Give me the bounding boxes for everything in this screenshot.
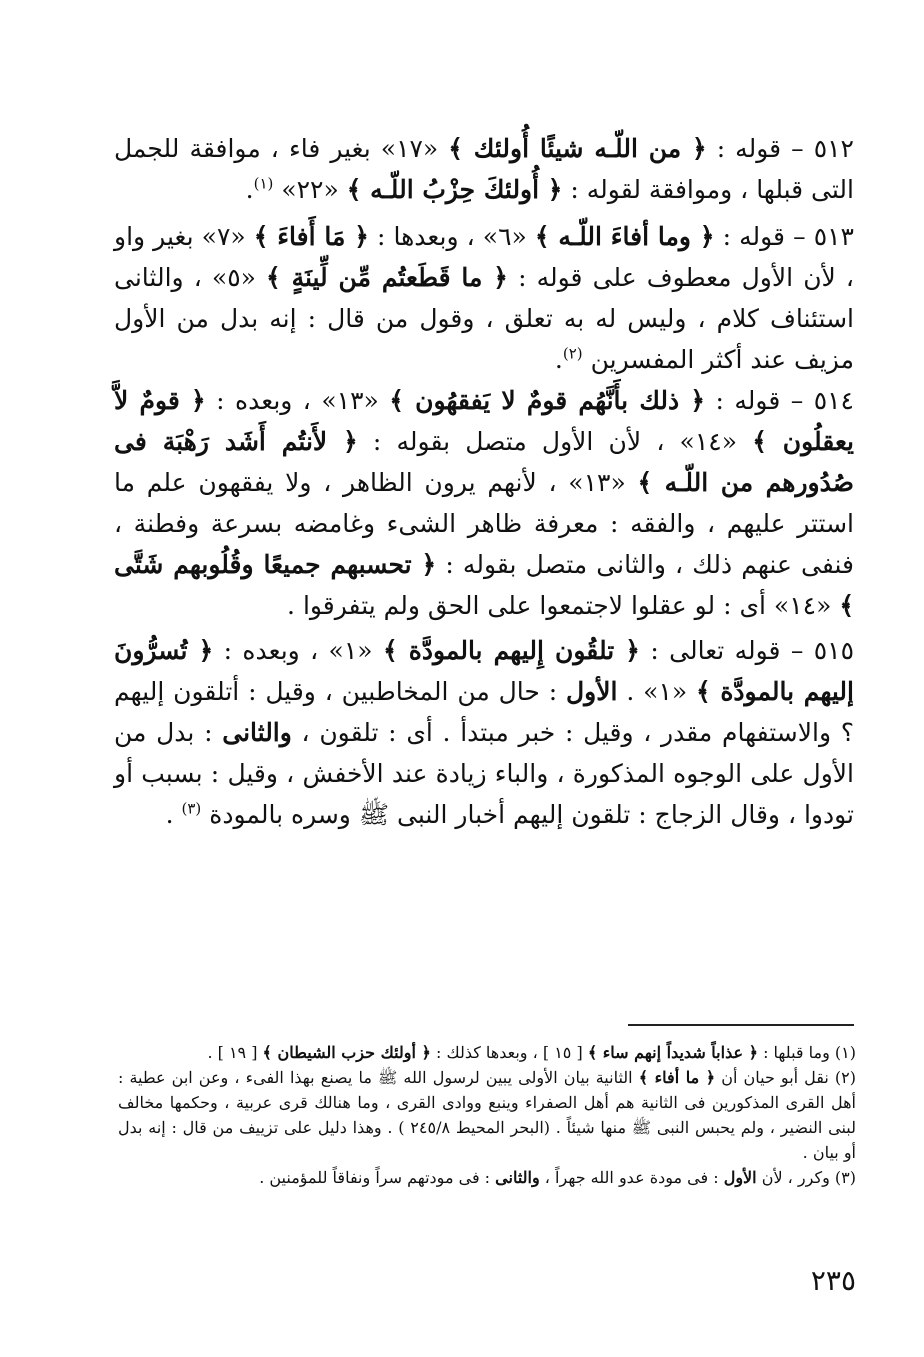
- entry-513-end: .: [554, 345, 563, 374]
- entry-515-quran-2: ﴿ تُسرُّونَ إليهم بالمودَّة ﴾: [114, 636, 854, 706]
- footnote-3-text-3: : فى مودتهم سراً ونفاقاً للمؤمنين .: [259, 1168, 491, 1187]
- entry-514-quran-4: ﴿ تحسبهم جميعًا وقُلُوبهم شَتَّى ﴾: [114, 550, 854, 620]
- entry-512-quran-2: ﴿ أُولئكَ حِزْبُ اللّـه ﴾: [346, 175, 563, 204]
- entry-514-quran-1: ﴿ ذلك بأَنَّهُم قومٌ لا يَفقهُون ﴾: [389, 386, 706, 415]
- entry-514-text-1: ٥١٤ – قوله :: [715, 386, 854, 415]
- entry-514-text-4: «١٣» ، لأنهم يرون الظاهر ، ولا يفقهون علم ما استتر عليهم ، والفقه : معرفة ظاهر الشىء وغامضه بسرعة وفطنة ، فنفى عنهم ذلك ، والثانى متصل بقوله :: [114, 468, 854, 579]
- footnote-1-quran-1: ﴿ عذاباً شديداً إنهم ساء ﴾: [587, 1043, 758, 1062]
- footnote-2-text-1: (٢) نقل أبو حيان أن: [721, 1068, 857, 1087]
- entry-512-text-2: «١٧» بغير فاء ، موافقة للجمل التى قبلها ، وموافقة لقوله :: [114, 134, 854, 204]
- main-text-block: [114, 128, 854, 835]
- entry-512-end: .: [245, 175, 254, 204]
- entry-515: [114, 630, 854, 835]
- entry-515-bold-second: والثانى: [222, 718, 292, 747]
- footnote-3: [118, 1165, 856, 1190]
- entry-512: [114, 128, 854, 210]
- entry-515-text-2: «١» ، وبعده :: [223, 636, 373, 665]
- entry-513: [114, 216, 854, 380]
- entry-513-quran-2: ﴿ مَا أَفاءَ ﴾: [253, 222, 369, 251]
- footnote-2-text-2: الثانية بيان الأولى يبين لرسول الله ﷺ ما يصنع بهذا الفىء ، وعن ابن عطية : أهل القرى المذكورين فى الثانية هم أهل الصفراء وينبع ووادى القرى ، وما هنالك قرى عربية ، وحكمها مخالف لبنى النضير ، ولم يحبس النبى ﷺ منها شيئاً . (البحر المحيط ٢٤٥/٨ ) . وهذا دليل على تزييف من قال : إنه بدل أو بيان .: [118, 1068, 856, 1162]
- entry-512-text-1: ٥١٢ – قوله :: [716, 134, 854, 163]
- footnote-3-bold-second: والثانى: [495, 1168, 540, 1187]
- footnote-3-bold-first: الأول: [723, 1168, 757, 1187]
- footnote-3-text-2: : فى مودة عدو الله جهراً ،: [544, 1168, 719, 1187]
- entry-514: [114, 380, 854, 626]
- footnote-ref-1: (١): [253, 174, 274, 193]
- footnote-1-text-3: [ ١٩ ] .: [207, 1043, 258, 1062]
- entry-513-text-2: «٦» ، وبعدها :: [376, 222, 527, 251]
- entry-514-quran-2: ﴿ قومٌ لاَّ يعقلُون ﴾: [114, 386, 854, 456]
- footnote-1-text-2: [ ١٥ ] ، وبعدها كذلك :: [435, 1043, 583, 1062]
- entry-515-text-4: : حال من المخاطبين ، وقيل : أتلقون إليهم ؟ والاستفهام مقدر ، وقيل : خبر مبتدأ . أى : تلقون ،: [114, 677, 855, 747]
- entry-513-quran-1: ﴿ وما أفاءَ اللّـه ﴾: [534, 222, 715, 251]
- footnote-separator-rule: [628, 1024, 854, 1026]
- entry-514-text-2: «١٣» ، وبعده :: [216, 386, 379, 415]
- footnotes-block: [118, 1040, 856, 1190]
- entry-515-quran-1: ﴿ تلقُون إِليهم بالمودَّة ﴾: [382, 636, 640, 665]
- entry-514-text-5: «١٤» أى : لو عقلوا لاجتمعوا على الحق ولم يتفرقوا .: [287, 591, 832, 620]
- footnote-ref-3: (٣): [181, 799, 202, 818]
- entry-512-text-3: «٢٢»: [281, 175, 339, 204]
- entry-515-text-1: ٥١٥ – قوله تعالى :: [650, 636, 855, 665]
- entry-515-bold-first: الأول: [566, 677, 618, 706]
- footnote-1: [118, 1040, 856, 1065]
- entry-515-end: .: [165, 800, 174, 829]
- entry-515-text-5: : بدل من الأول على الوجوه المذكورة ، والباء زيادة عند الأخفش ، وقيل : بسبب أو تودوا ، وقال الزجاج : تلقون إليهم أخبار النبى ﷺ وسره بالمودة: [114, 718, 854, 829]
- page-number: ٢٣٥: [810, 1264, 856, 1297]
- entry-513-text-3: «٧» بغير واو ، لأن الأول معطوف على قوله :: [114, 222, 854, 292]
- footnote-ref-2: (٢): [562, 344, 583, 363]
- footnote-2-quran-1: ﴿ ما أفاء ﴾: [638, 1068, 716, 1087]
- footnote-3-text-1: (٣) وكرر ، لأن: [761, 1168, 856, 1187]
- entry-513-text-4: «٥» ، والثانى استئناف كلام ، وليس له به تعلق ، وقول من قال : إنه بدل من الأول مزيف عند أكثر المفسرين: [114, 263, 854, 374]
- entry-513-quran-3: ﴿ ما قَطَعتُم مِّن لِّينَةٍ ﴾: [266, 263, 508, 292]
- footnote-2: [118, 1065, 856, 1165]
- entry-512-quran-1: ﴿ من اللّـه شيئًا أُولئك ﴾: [448, 134, 707, 163]
- entry-515-text-3: «١» .: [626, 677, 688, 706]
- entry-513-text-1: ٥١٣ – قوله :: [722, 222, 854, 251]
- footnote-1-quran-2: ﴿ أولئك حزب الشيطان ﴾: [262, 1043, 431, 1062]
- footnote-1-text-1: (١) وما قبلها :: [763, 1043, 856, 1062]
- entry-514-text-3: «١٤» ، لأن الأول متصل بقوله :: [372, 427, 738, 456]
- entry-514-quran-3: ﴿ لأَنتُم أَشَد رَهْبَة فى صُدُورهم من اللّـه ﴾: [114, 427, 854, 497]
